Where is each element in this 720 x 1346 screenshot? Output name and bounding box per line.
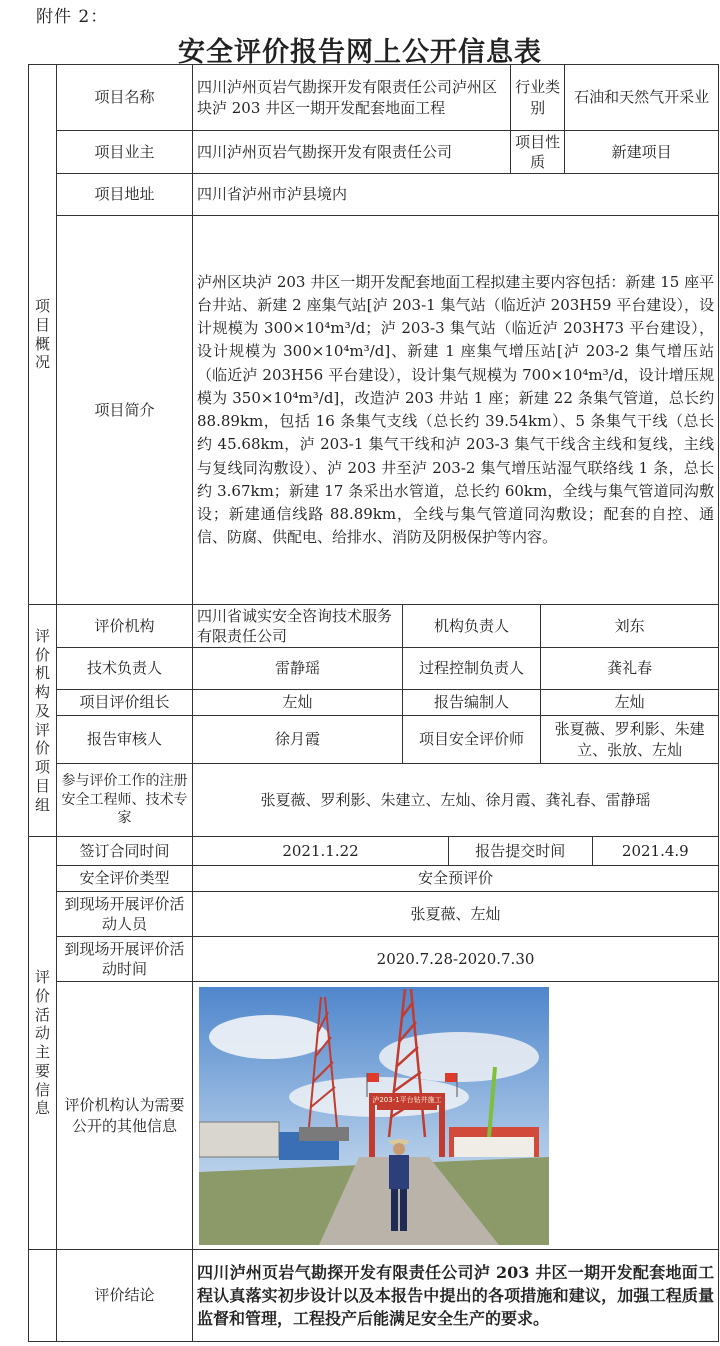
project-name-label: 项目名称 <box>57 65 193 131</box>
site-people-label: 到现场开展评价活动人员 <box>57 892 193 937</box>
other-info-label: 评价机构认为需要公开的其他信息 <box>57 982 193 1250</box>
eval-type-label: 安全评价类型 <box>57 866 193 892</box>
site-time-value: 2020.7.28-2020.7.30 <box>193 937 719 982</box>
tech-lead-value: 雷静瑶 <box>193 648 403 690</box>
banner-text: 泸203-1平台钻井施工 <box>372 1095 442 1104</box>
conclusion-value: 四川泸州页岩气勘探开发有限责任公司泸 203 井区一期开发配套地面工程认真落实初步设计以及本报告中提出的各项措施和建议，加强工程质量监督和管理，工程投产后能满足安全生产的要求。 <box>193 1250 719 1342</box>
evaluators-value: 张夏薇、罗利影、朱建立、张放、左灿 <box>541 716 719 764</box>
site-people-value: 张夏薇、左灿 <box>193 892 719 937</box>
eval-type-value: 安全预评价 <box>193 866 719 892</box>
industry-label: 行业类别 <box>511 65 565 131</box>
org-head-label: 机构负责人 <box>403 605 541 648</box>
project-owner-label: 项目业主 <box>57 131 193 174</box>
report-reviewer-label: 报告审核人 <box>57 716 193 764</box>
engineers-label: 参与评价工作的注册安全工程师、技术专家 <box>57 764 193 837</box>
project-nature-label: 项目性质 <box>511 131 565 174</box>
info-table <box>28 64 719 1342</box>
report-author-label: 报告编制人 <box>403 690 541 716</box>
report-reviewer-value: 徐月霞 <box>193 716 403 764</box>
attachment-label: 附件 2： <box>36 7 109 27</box>
page-title: 安全评价报告网上公开信息表 <box>178 37 542 68</box>
org-head-value: 刘东 <box>541 605 719 648</box>
contract-date-value: 2021.1.22 <box>193 837 449 866</box>
project-owner-value: 四川泸州页岩气勘探开发有限责任公司 <box>193 131 511 174</box>
evaluators-label: 项目安全评价师 <box>403 716 541 764</box>
section-evaluation-org: 评价机构及评价项目组 <box>29 605 57 837</box>
contract-date-label: 签订合同时间 <box>57 837 193 866</box>
conclusion-label: 评价结论 <box>57 1250 193 1342</box>
org-label: 评价机构 <box>57 605 193 648</box>
submit-date-value: 2021.4.9 <box>621 841 689 860</box>
process-control-value: 龚礼春 <box>541 648 719 690</box>
project-address-value: 四川省泸州市泸县境内 <box>193 174 719 216</box>
project-nature-value: 新建项目 <box>565 131 719 174</box>
site-time-label: 到现场开展评价活动时间 <box>57 937 193 982</box>
tech-lead-label: 技术负责人 <box>57 648 193 690</box>
project-address-label: 项目地址 <box>57 174 193 216</box>
conclusion-side-cell <box>29 1250 57 1342</box>
process-control-label: 过程控制负责人 <box>403 648 541 690</box>
project-name-value: 四川泸州页岩气勘探开发有限责任公司泸州区块泸 203 井区一期开发配套地面工程 <box>193 65 511 131</box>
team-lead-label: 项目评价组长 <box>57 690 193 716</box>
project-intro-label: 项目简介 <box>57 216 193 605</box>
submit-date-label: 报告提交时间 <box>449 837 592 865</box>
org-value: 四川省诚实安全咨询技术服务有限责任公司 <box>193 605 403 648</box>
engineers-value: 张夏薇、罗利影、朱建立、左灿、徐月霞、龚礼春、雷静瑶 <box>193 764 719 837</box>
section-project-overview: 项目概况 <box>29 65 57 605</box>
section-activities: 评价活动主要信息 <box>29 837 57 1250</box>
report-author-value: 左灿 <box>541 690 719 716</box>
site-photo <box>199 987 549 1245</box>
team-lead-value: 左灿 <box>193 690 403 716</box>
project-intro-value: 泸州区块泸 203 井区一期开发配套地面工程拟建主要内容包括：新建 15 座平台井站、新建 2 座集气站[泸 203-1 集气站（临近泸 203H59 平台建设），设计规模为 300×10⁴m³/d；泸 203-3 集气站（临近泸 203H73 平台建设），设计规模为 300×10⁴m³/d]、新建 1 座集气增压站[泸 203-2 集气增压站（临近泸 203H56 平台建设），设计集气规模为 700×10⁴m³/d，设计增压规模为 350×10⁴m³/d]，改造泸 203 井站 1 座；新建 22 条集气管道，总长约 88.89km，包括 16 条集气支线（总长约 39.54km）、5 条集气干线（总长约 45.68km，泸 203-1 集气干线和泸 203-3 集气干线含主线和复线，主线与复线同沟敷设）、泸 203 井至泸 203-2 集气增压站湿气联络线 1 条，总长约 3.67km；新建 17 条采出水管道，总长约 60km，全线与集气管道同沟敷设；新建通信线路 88.89km，全线与集气管道同沟敷设；配套的自控、通信、防腐、供配电、给排水、消防及阴极保护等内容。 <box>193 216 719 605</box>
industry-value: 石油和天然气开采业 <box>565 65 719 131</box>
